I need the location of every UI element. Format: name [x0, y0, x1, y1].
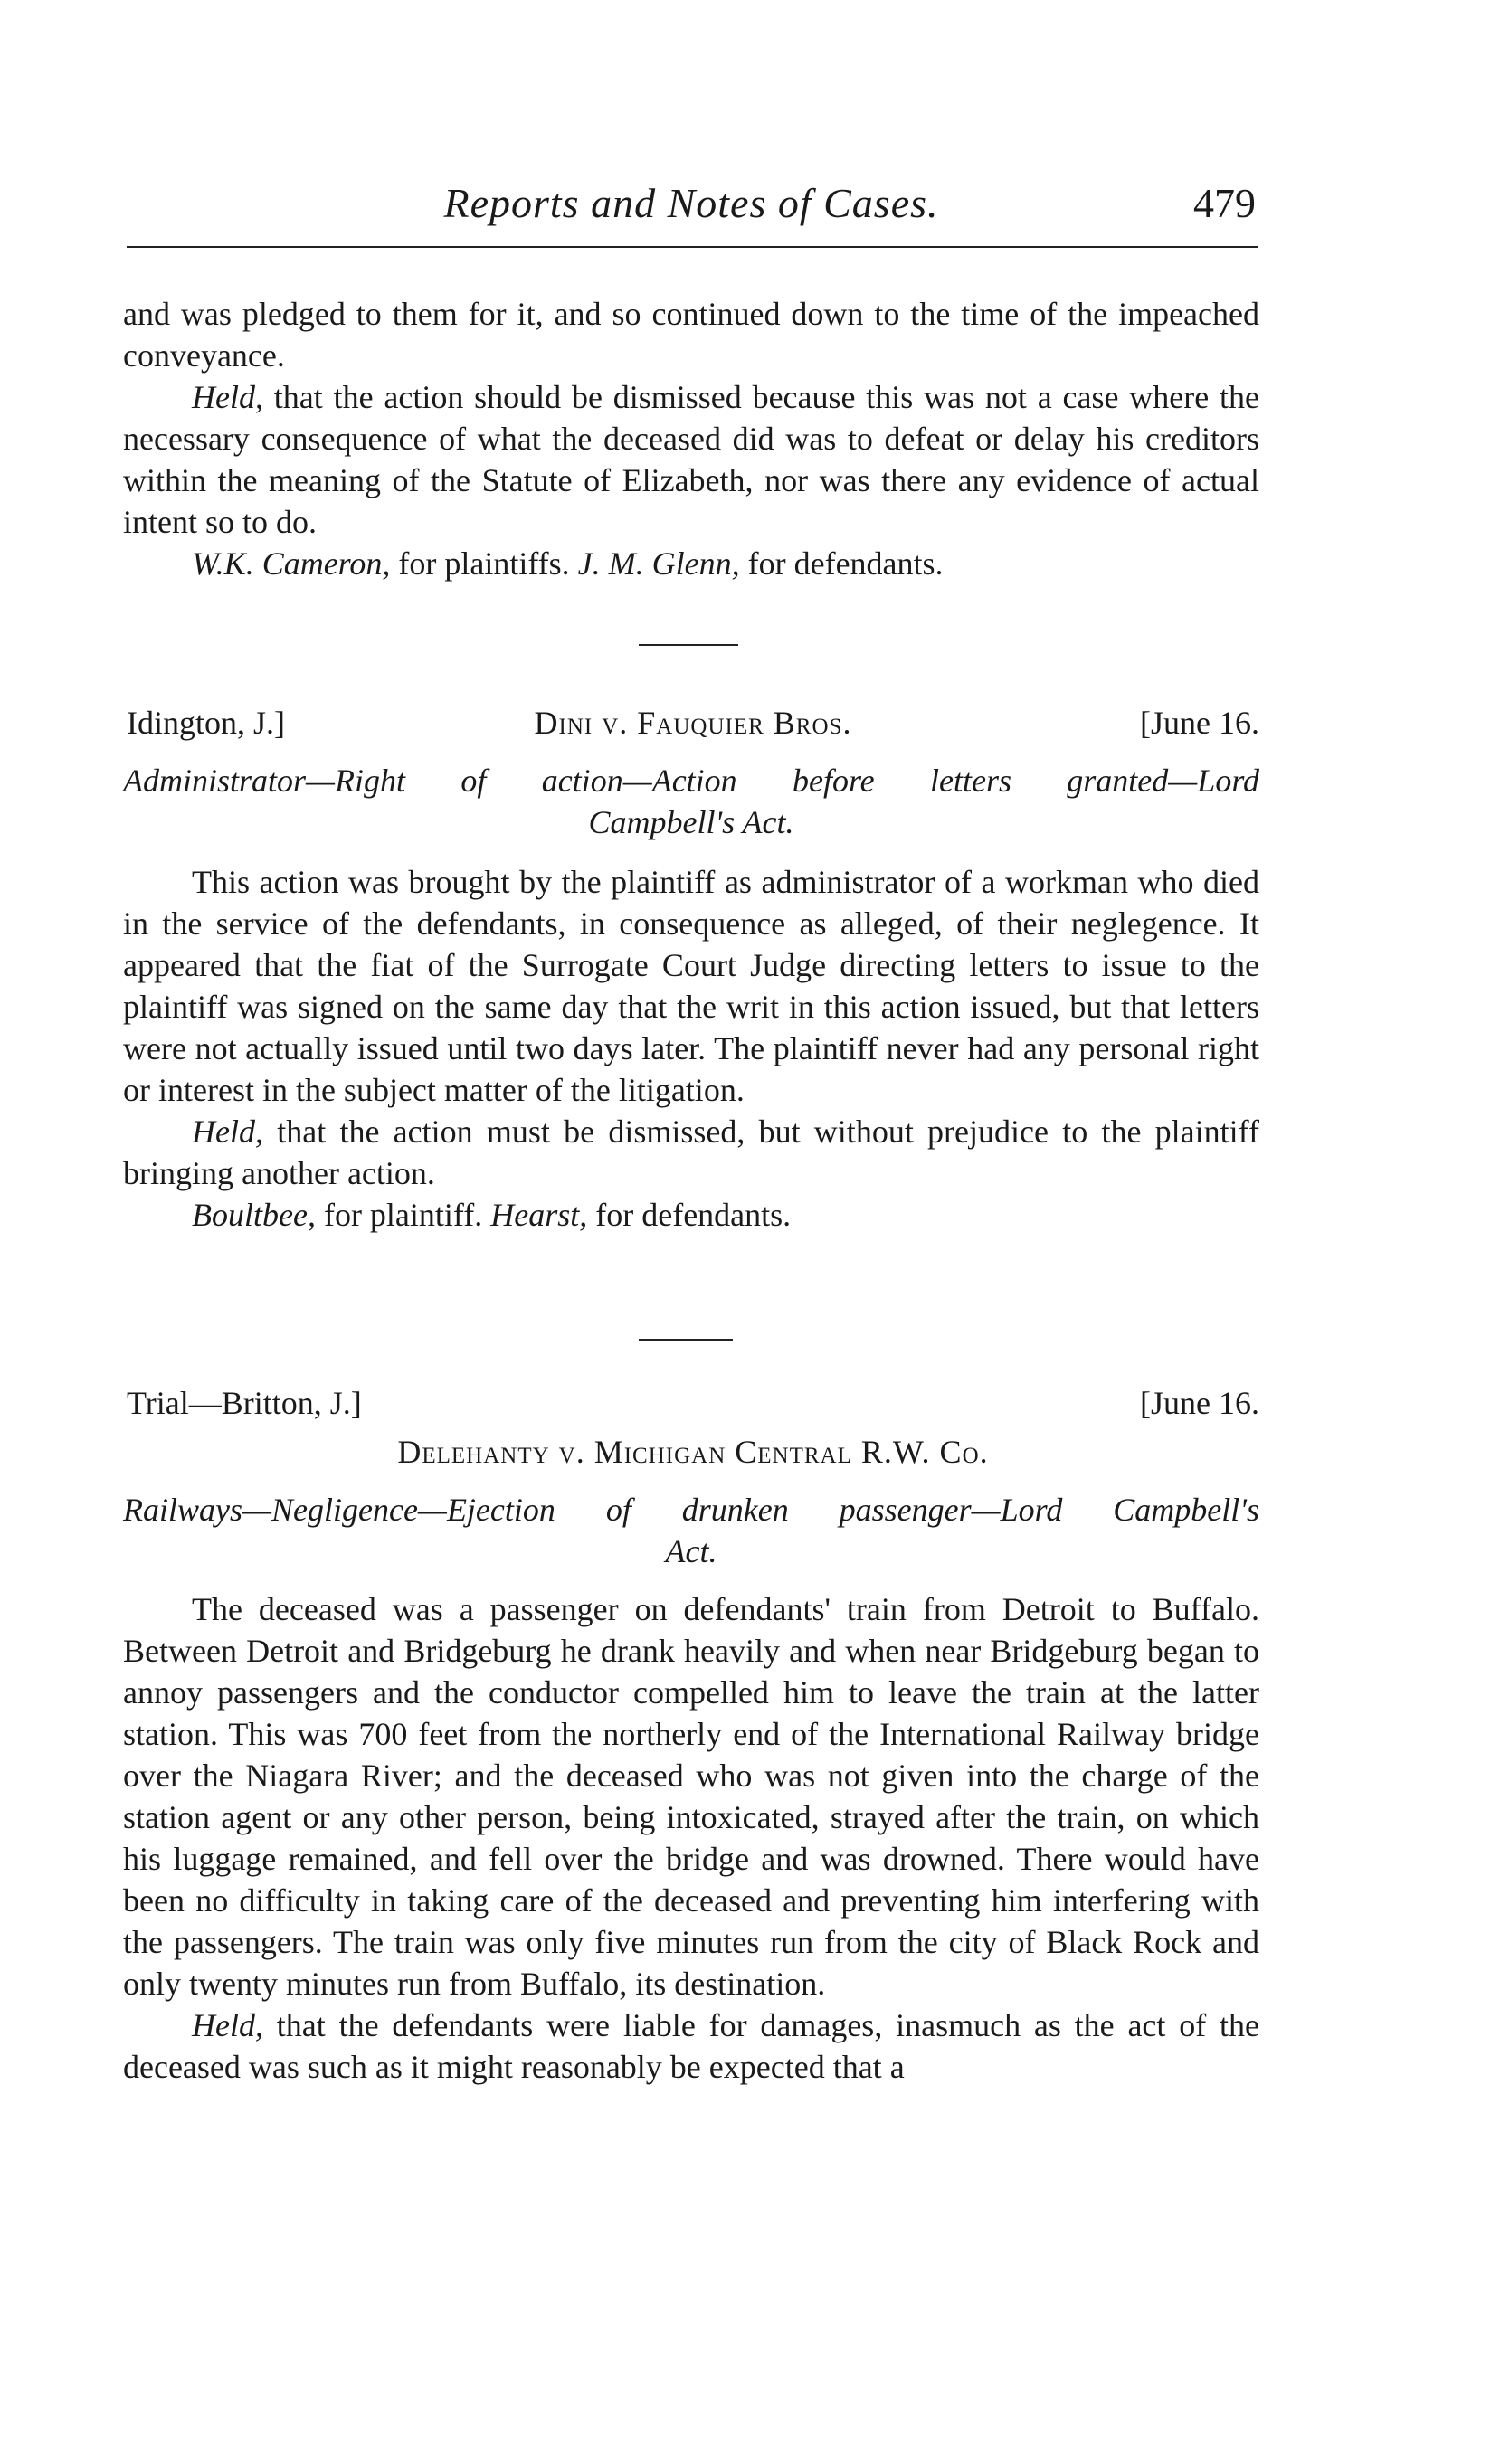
running-head	[127, 179, 1256, 242]
held-label: Held,	[192, 379, 263, 415]
header-rule	[127, 246, 1258, 248]
case1-body	[123, 861, 1259, 1236]
held-text: that the action must be dismissed, but without prejudice to the plaintiff bringing another action.	[123, 1114, 1259, 1191]
counsel-defendant: Hearst,	[490, 1197, 588, 1233]
held-text: that the action should be dismissed because this was not a case where the necessary consequence of what the deceased did was to defeat or delay his creditors within the meaning of the Statute of Elizabeth, nor was there any evidence of actual intent so to do.	[123, 379, 1259, 540]
counsel-plaintiff-role: for plaintiffs.	[390, 545, 578, 582]
carryover-section	[123, 293, 1259, 584]
case2-title-line	[127, 1433, 1259, 1476]
counsel-plaintiff: W.K. Cameron,	[192, 545, 391, 582]
running-title: Reports and Notes of Cases.	[443, 180, 939, 226]
case2-caption-line1: Railways—Negligence—Ejection of drunken passenger—Lord Campbell's	[123, 1492, 1259, 1528]
case1-header	[127, 704, 1259, 747]
case1-held-paragraph	[123, 1111, 1259, 1194]
case2-header-line	[127, 1384, 1259, 1427]
case1-paragraph: This action was brought by the plaintiff as administrator of a workman who died in the service of the defendants, in consequence as alleged, of their neglegence. It appeared that the fiat of the Surrogate Court Judge directing letters to issue to the plaintiff was signed on the same day that the writ in this action issued, but that letters were not actually issued until two days later. The plaintiff never had any personal right or interest in the subject matter of the litigation.	[123, 864, 1259, 1108]
case2-judge: Trial—Britton, J.]	[127, 1385, 362, 1421]
section-separator-1	[639, 644, 738, 646]
counsel-defendant-role: for defendants.	[739, 545, 944, 582]
carryover-counsel-line	[123, 543, 1259, 584]
counsel-plaintiff-role: for plaintiff.	[315, 1197, 491, 1233]
counsel-defendant-role: for defendants.	[587, 1197, 792, 1233]
held-label: Held,	[192, 1114, 263, 1150]
case1-judge: Idington, J.]	[127, 705, 285, 741]
case2-paragraph: The deceased was a passenger on defendants' train from Detroit to Buffalo. Between Detroit and Bridgeburg he drank heavily and when near Bridgeburg began to annoy passengers and the conductor compelled him to leave the train at the latter station. This was 700 feet from the northerly end of the International Railway bridge over the Niagara River; and the deceased who was not given into the charge of the station agent or any other person, being intoxicated, strayed after the train, on which his luggage remained, and fell over the bridge and was drowned. There would have been no difficulty in taking care of the deceased and preventing him interfering with the passengers. The train was only five minutes run from the city of Black Rock and only twenty minutes run from Buffalo, its destination.	[123, 1591, 1259, 2002]
section-separator-2	[639, 1339, 733, 1341]
case1-date: [June 16.	[1140, 705, 1259, 741]
held-text: that the defendants were liable for damages, inasmuch as the act of the deceased was such as it might reasonably be expected that a	[123, 2007, 1259, 2085]
case2-date: [June 16.	[1140, 1385, 1259, 1421]
case1-name: Dini v. Fauquier Bros.	[534, 705, 852, 741]
case2-caption	[123, 1489, 1259, 1572]
case1-counsel-line	[123, 1194, 1259, 1236]
case1-caption-line2: Campbell's Act.	[588, 804, 794, 840]
case1-caption-line1: Administrator—Right of action—Action before letters granted—Lord	[123, 763, 1259, 799]
case2-name: Delehanty v. Michigan Central R.W. Co.	[397, 1434, 989, 1470]
counsel-defendant: J. M. Glenn,	[577, 545, 740, 582]
counsel-plaintiff: Boultbee,	[192, 1197, 316, 1233]
carryover-held-paragraph	[123, 376, 1259, 543]
held-label: Held,	[192, 2007, 263, 2043]
case2-caption-line2: Act.	[665, 1533, 717, 1569]
carryover-paragraph: and was pledged to them for it, and so continued down to the time of the impeached conveyance.	[123, 296, 1259, 374]
case2-body	[123, 1588, 1259, 2088]
case2-held-paragraph	[123, 2004, 1259, 2088]
case1-caption	[123, 760, 1259, 843]
page-number: 479	[1193, 180, 1256, 226]
